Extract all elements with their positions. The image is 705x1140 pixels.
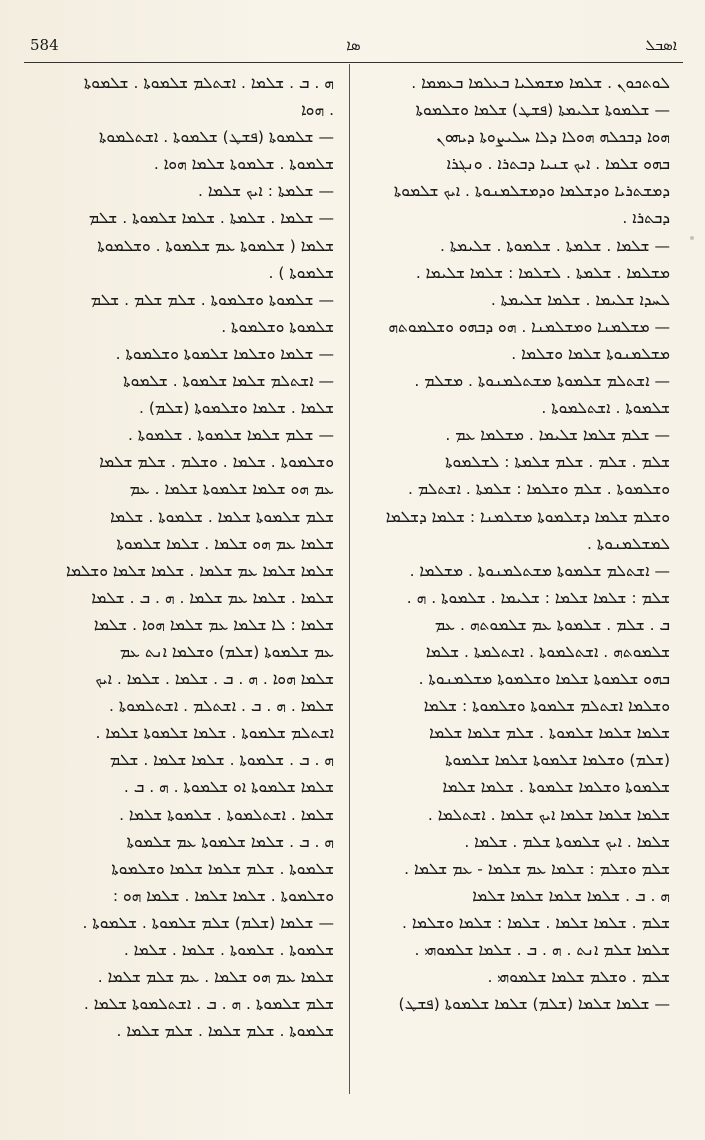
entry-line: ܘܫܠܡܐ ܐܫܬܠܡ ܫܠܡܘܬܐ ܘܫܠܡܘܬܐ : ܫܠܡܐ xyxy=(423,697,670,716)
entry-line: — ܐܫܬܠܡ ܫܠܡܘܬܐ ܡܫܬܠܡܢܘܬܐ . ܡܫܠܡܐ . xyxy=(409,561,670,580)
entry-line: ܫܠܡ ܫܠܡܘܬܐ ܫܠܡܐ . ܫܠܡܘܬܐ . ܫܠܡܐ xyxy=(110,507,334,526)
entry-line: ܫܠܡܐ : ܠܐ ܫܠܡܐ ܥܡ ܫܠܡܐ ܗܘܐ . ܫܠܡܐ xyxy=(93,615,334,634)
entry-line: ܘܫܠܡܘܬܐ . ܫܠܡܐ ܫܠܡܐ . ܫܠܡܐ ܗܘ : xyxy=(112,886,334,905)
entry-line: ܒܗܘ ܫܠܡܐ . ܐܝܟ ܫܢܝܐ ܕܒܬܪܐ . ܘܢܓܪܐ xyxy=(446,155,670,174)
entry-line: ܫܠܡܐ ܥܡ ܗܘ ܫܠܡܐ . ܥܡ ܫܠܡ ܫܠܡܐ . xyxy=(97,968,334,987)
entry-line: ܗܘܐ ܕܒܟܠܗ ܗܘܠܐ ܕܠܐ ܚܠܝܨܘܬܐ ܕܝܗܘܢ xyxy=(436,128,670,147)
entry-line: . ܗܘܐ xyxy=(301,101,334,120)
entry-line: ܒ . ܫܠܡ . ܫܠܡܘܬܐ ܥܡ ܫܠܡܘܬܗ . ܥܡ xyxy=(434,615,670,634)
entry-line: ܒܗܘ ܫܠܡܘܬܐ ܫܠܡܐ ܘܫܠܡܘܬܐ ܡܫܠܡܢܘܬܐ . xyxy=(418,670,670,689)
entry-line: — ܫܠܡܘܬܐ ܘܫܠܡܘܬܐ . ܫܠܡ ܫܠܡ . ܫܠܡ xyxy=(90,290,334,309)
running-head xyxy=(30,36,677,58)
entry-line: ܘܫܠܡܘܬܐ . ܫܠܡ ܘܫܠܡܐ : ܫܠܡܬܐ . ܐܫܬܠܡ . xyxy=(407,480,670,499)
entry-line: ܫܠܡܐ ܫܠܡܘܬܐ ܐܘ ܫܠܡܘܬܐ . ܗ . ܒ . xyxy=(123,778,334,797)
entry-line: ܐܫܬܠܡ ܫܠܡܘܬܐ . ܫܠܡܐ ܫܠܡܘܬܐ ܫܠܡܐ . xyxy=(95,724,334,743)
entry-line: ܫܠܡܐ . ܫܠܡܐ ܘܫܠܡܘܬܐ (ܫܠܡ) . xyxy=(139,399,334,418)
left-column xyxy=(30,70,334,1045)
entry-line: ܠܚܕܐ ܫܠܝܡܐ . ܫܠܡܐ ܫܠܝܡܬܐ . xyxy=(490,290,670,309)
entry-line: ܠܡܫܠܡܢܘܬܐ . xyxy=(586,534,670,553)
entry-line: ܫܠܡܘܬܐ ܘܫܠܡܐ ܫܠܡܘܬܐ . ܫܠܡܐ ܫܠܡܐ xyxy=(442,778,670,797)
entry-line: ܘܫܠܡܘܬܐ . ܫܠܡܐ . ܘܫܠܡ . ܫܠܡ ܫܠܡܐ xyxy=(99,453,334,472)
entry-line: ܫܠܡܐ ܗܘܐ . ܗ . ܒ . ܫܠܡܐ . ܫܠܡܐ . ܐܝܟ xyxy=(95,670,334,689)
entry-line: ܕܒܬܪܐ . xyxy=(622,209,670,228)
entry-line: ܫܠܡܘܬܐ . ܫܠܡ ܫܠܡܐ . ܫܠܡ ܫܠܡܐ . xyxy=(116,1022,334,1041)
entry-line: ܫܠܡ . ܫܠܡ . ܫܠܡ ܫܠܡܬܐ : ܠܫܠܡܘܬܐ xyxy=(445,453,670,472)
entry-line: ܫܠܡܘܬܐ . ܫܠܡܘܬܐ ܫܠܡܐ ܗܘܐ . xyxy=(153,155,334,174)
entry-line: ܫܠܡܘܬܐ ܘܫܠܡܘܬܐ . xyxy=(221,317,334,336)
entry-line: ܫܠܡ ܘܫܠܡ : ܫܠܡܐ ܥܡ ܫܠܡܐ - ܥܡ ܫܠܡܐ . xyxy=(404,859,670,878)
entry-line: — ܐܫܬܠܡ ܫܠܡܐ ܫܠܡܘܬܐ . ܫܠܡܘܬܐ xyxy=(123,372,334,391)
entry-line: ܫܠܡ . ܘܫܠܡ ܫܠܡܐ ܫܠܡܘܗܝ . xyxy=(487,968,670,987)
entry-line: ܫܠܡܘܬܐ ) . xyxy=(268,263,334,282)
entry-line: ܫܠܡܘܬܐ . ܫܠܡܘܬܐ . ܫܠܡܐ . ܫܠܡܐ . xyxy=(123,941,334,959)
paper-speck xyxy=(690,236,694,240)
entry-line: ܫܠܡܐ ( ܫܠܡܘܬܐ ܥܡ ܫܠܡܘܬܐ . ܘܫܠܡܘܬܐ xyxy=(97,236,334,255)
entry-line: — ܡܫܠܡܢܐ ܘܡܫܠܡܢܐ . ܗܘ ܕܒܗܘ ܘܫܠܡܘܬܗ xyxy=(388,317,670,336)
entry-line: ܠܘܬܟܘܢ . ܫܠܡܐ ܡܫܡܠܝܐ ܒܥܠܡܐ ܒܥܡܡܐ . xyxy=(411,74,670,92)
running-head-center: ܣܐ xyxy=(346,36,361,54)
entry-line: — ܫܠܡܐ (ܫܠܡ) ܫܠܡ ܫܠܡܘܬܐ . ܫܠܡܘܬܐ . xyxy=(82,913,334,932)
entry-line: ܥܡ ܗܘ ܫܠܡܐ ܫܠܡܘܬܐ ܫܠܡܐ . ܥܡ xyxy=(129,480,334,499)
entry-line: — ܫܠܡܐ ܘܫܠܡܐ ܫܠܡܘܬܐ ܘܫܠܡܘܬܐ . xyxy=(115,344,334,363)
entry-line: — ܫܠܡܘܬܐ (ܦܫܛ) ܫܠܡܘܬܐ . ܐܫܬܠܡܘܬܐ xyxy=(98,128,334,147)
entry-line: ܗ . ܒ . ܫܠܡܐ ܫܠܡܘܬܐ ܥܡ ܫܠܡܘܬܐ xyxy=(126,832,334,851)
entry-line: (ܫܠܡ) ܘܫܠܡܐ ܫܠܡܘܬܐ ܫܠܡܐ ܫܠܡܘܬܐ xyxy=(445,751,670,770)
entry-line: ܫܠܡܐ ܫܠܡܐ ܥܡ ܫܠܡܐ . ܫܠܡܐ ܫܠܡܐ ܘܫܠܡܐ xyxy=(66,561,334,580)
entry-line: ܡܫܠܡܐ . ܫܠܡܬܐ . ܠܫܠܡܐ : ܫܠܡܐ ܫܠܝܡܐ . xyxy=(415,263,670,282)
entry-line: ܫܠܡܐ ܫܠܡܐ ܫܠܡܘܬܐ . ܫܠܡ ܫܠܡܐ ܫܠܡܐ xyxy=(429,724,670,743)
entry-line: ܫܠܡܐ . ܫܠܡܐ ܥܡ ܫܠܡܐ . ܗ . ܒ . ܫܠܡܐ xyxy=(91,588,334,607)
entry-line: ܫܠܡ . ܫܠܡܐ ܫܠܡܐ . ܫܠܡܐ : ܫܠܡܐ ܘܫܠܡܐ . xyxy=(402,913,670,932)
running-head-right: ܐܣܒܠ xyxy=(645,36,677,54)
entry-line: ܫܠܡ : ܫܠܡܐ ܫܠܡܐ : ܫܠܝܡܐ . ܫܠܡܘܬܐ . ܗ . xyxy=(406,588,670,607)
entry-line: ܗ . ܒ . ܫܠܡܘܬܐ . ܫܠܡܐ ܫܠܡܐ . ܫܠܡ xyxy=(109,751,334,770)
entry-line: ܫܠܡܐ . ܐܝܟ ܫܠܡܘܬܐ ܫܠܡ . ܫܠܡܐ . xyxy=(464,832,670,851)
entry-line: ܫܠܡܘܬܗ . ܐܫܬܠܡܘܬܐ . ܐܫܬܠܡܬܐ . ܫܠܡܐ xyxy=(425,642,670,661)
entry-line: ܗ . ܒ . ܫܠܡܐ ܫܠܡܐ ܫܠܡܐ ܫܠܡܐ xyxy=(472,886,670,905)
entry-line: — ܫܠܡܬܐ : ܐܝܟ ܫܠܡܐ . xyxy=(198,182,334,201)
entry-line: ܡܫܠܡܢܘܬܐ ܫܠܡܐ ܘܫܠܡܐ . xyxy=(511,344,670,363)
entry-line: ܫܠܡ ܫܠܡܘܬܐ . ܗ . ܒ . ܐܫܬܠܡܘܬܐ ܫܠܡܐ . xyxy=(83,995,334,1014)
entry-line: ܫܠܡܐ . ܐܫܬܠܡܘܬܐ . ܫܠܡܘܬܐ ܫܠܡܐ . xyxy=(119,805,334,824)
entry-line: ܫܠܡܐ ܫܠܡ ܐܢܬ . ܗ . ܒ . ܫܠܡܐ ܫܠܡܘܗܝ . xyxy=(414,941,670,959)
entry-line: — ܫܠܡ ܫܠܡܐ ܫܠܡܘܬܐ . ܫܠܡܘܬܐ . xyxy=(127,426,334,445)
header-rule xyxy=(24,62,683,63)
entry-line: — ܐܫܬܠܡ ܫܠܡܘܬܐ ܡܫܬܠܡܢܘܬܐ . ܡܫܠܡ . xyxy=(414,372,670,391)
right-column xyxy=(366,70,670,1018)
entry-line: ܕܡܫܬܪܝܐ ܘܕܫܠܡܐ ܘܕܡܫܠܡܢܘܬܐ . ܐܝܟ ܫܠܡܘܬܐ xyxy=(393,182,670,201)
entry-line: ܫܠܡܐ ܥܡ ܗܘ ܫܠܡܐ . ܫܠܡܐ ܫܠܡܘܬܐ xyxy=(116,534,334,553)
entry-line: — ܫܠܡ ܫܠܡܐ ܫܠܝܡܐ . ܡܫܠܡܐ ܥܡ . xyxy=(445,426,670,445)
entry-line: ܫܠܡܘܬܐ . ܐܫܬܠܡܘܬܐ . xyxy=(541,399,670,418)
entry-line: ܘܫܠܡ ܫܠܡܐ ܕܫܠܡܘܬܐ ܡܫܠܡܢܐ : ܫܠܡܐ ܕܫܠܡܐ xyxy=(385,507,670,526)
entry-line: — ܫܠܡܐ ܫܠܡܐ (ܫܠܡ) ܫܠܡܐ ܫܠܡܘܬܐ (ܦܫܛ) xyxy=(398,995,670,1014)
entry-line: — ܫܠܡܐ . ܫܠܡܬܐ . ܫܠܡܘܬܐ . ܫܠܝܡܬܐ . xyxy=(439,236,670,255)
entry-line: ܗ . ܒ . ܫܠܡܐ . ܐܫܬܠܡ ܫܠܡܘܬܐ . ܫܠܡܘܬܐ xyxy=(83,74,334,92)
entry-line: ܫܠܡܐ . ܗ . ܒ . ܐܫܬܠܡ . ܐܫܬܠܡܘܬܐ . xyxy=(109,697,334,716)
entry-line: ܫܠܡܐ ܫܠܡܐ ܫܠܡܐ ܐܝܟ ܫܠܡܐ . ܐܫܬܠܡܐ . xyxy=(427,805,670,824)
entry-line: ܫܠܡܘܬܐ . ܫܠܡ ܫܠܡܐ ܫܠܡܐ ܘܫܠܡܘܬܐ xyxy=(111,859,334,878)
column-divider xyxy=(349,64,350,1094)
entry-line: ܥܡ ܫܠܡܘܬܐ (ܫܠܡ) ܘܫܠܡܐ ܐܢܬ ܥܡ xyxy=(119,642,334,661)
entry-line: — ܫܠܡܐ . ܫܠܡܬܐ . ܫܠܡܐ ܫܠܡܘܬܐ . ܫܠܡ xyxy=(88,209,334,228)
entry-line: — ܫܠܡܘܬܐ ܫܠܝܡܬܐ (ܦܫܛ) ܫܠܡܐ ܘܫܠܡܘܬܐ xyxy=(415,101,670,120)
page-number: 584 xyxy=(30,36,59,54)
